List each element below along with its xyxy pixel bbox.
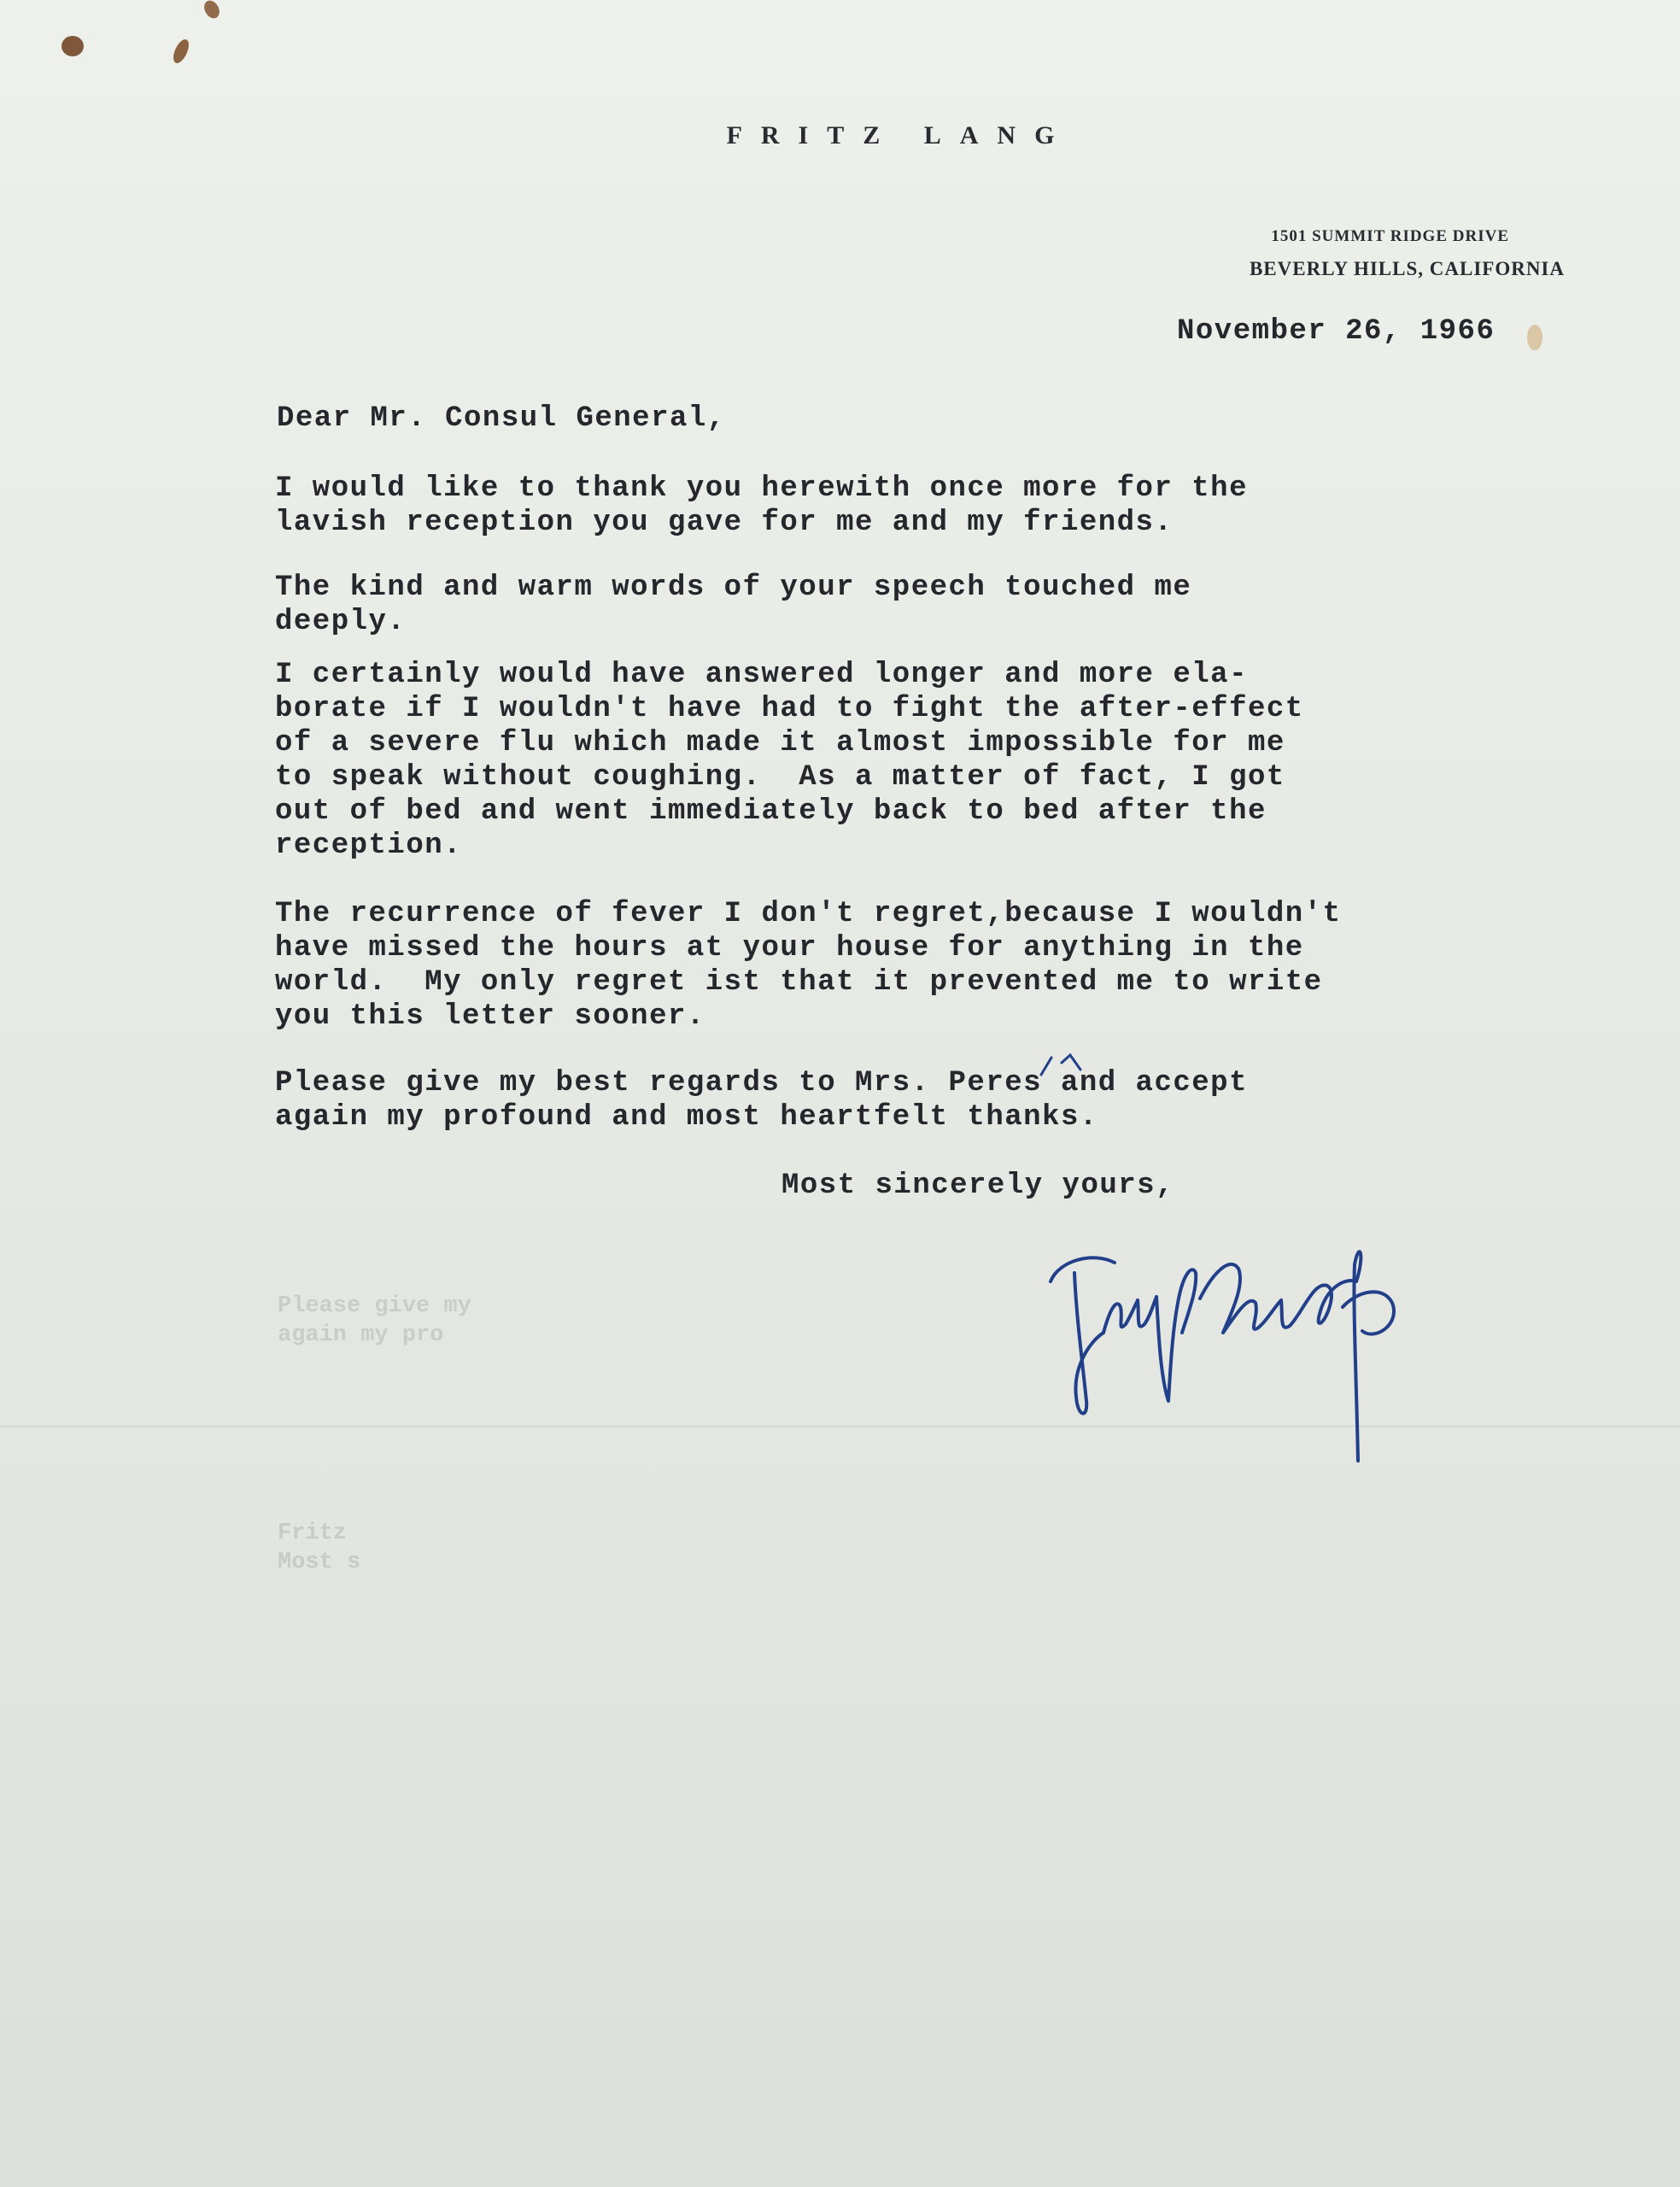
handwritten-accent-mark [1038, 1052, 1086, 1078]
address-line-2: BEVERLY HILLS, CALIFORNIA [1249, 258, 1565, 279]
offset-text-ghost: Fritz Most s [278, 1521, 361, 1575]
rust-stain [61, 36, 84, 56]
salutation: Dear Mr. Consul General, [277, 402, 726, 435]
paragraph-5: Please give my best regards to Mrs. Peres and accept again my profound and most heartfelt thanks. [275, 1067, 1248, 1134]
paper-stain [1527, 325, 1542, 350]
offset-text-ghost: Please give my again my pro [278, 1293, 471, 1348]
letterhead-name: FRITZ LANG [726, 121, 1074, 150]
rust-stain [170, 37, 191, 65]
paragraph-4: The recurrence of fever I don't regret,because I wouldn't have missed the hours at your house for anything in the world. My only regret ist that it prevented me to write you this letter sooner. [275, 898, 1342, 1033]
paragraph-1: I would like to thank you herewith once more for the lavish reception you gave for me and my friends. [275, 472, 1248, 539]
letter-date: November 26, 1966 [1177, 315, 1496, 348]
closing: Most sincerely yours, [781, 1170, 1174, 1202]
paragraph-3: I certainly would have answered longer and more ela- borate if I wouldn't have had to fight the after-effect of a severe flu which made it almost impossible for me to speak without coughing. As a matter of fact, I got out of bed and went immediately back to bed after the reception. [275, 659, 1304, 862]
paragraph-2: The kind and warm words of your speech touched me deeply. [275, 572, 1192, 638]
rust-stain [202, 0, 223, 21]
address-line-1: 1501 SUMMIT RIDGE DRIVE [1271, 227, 1509, 245]
handwritten-signature [1025, 1205, 1486, 1478]
